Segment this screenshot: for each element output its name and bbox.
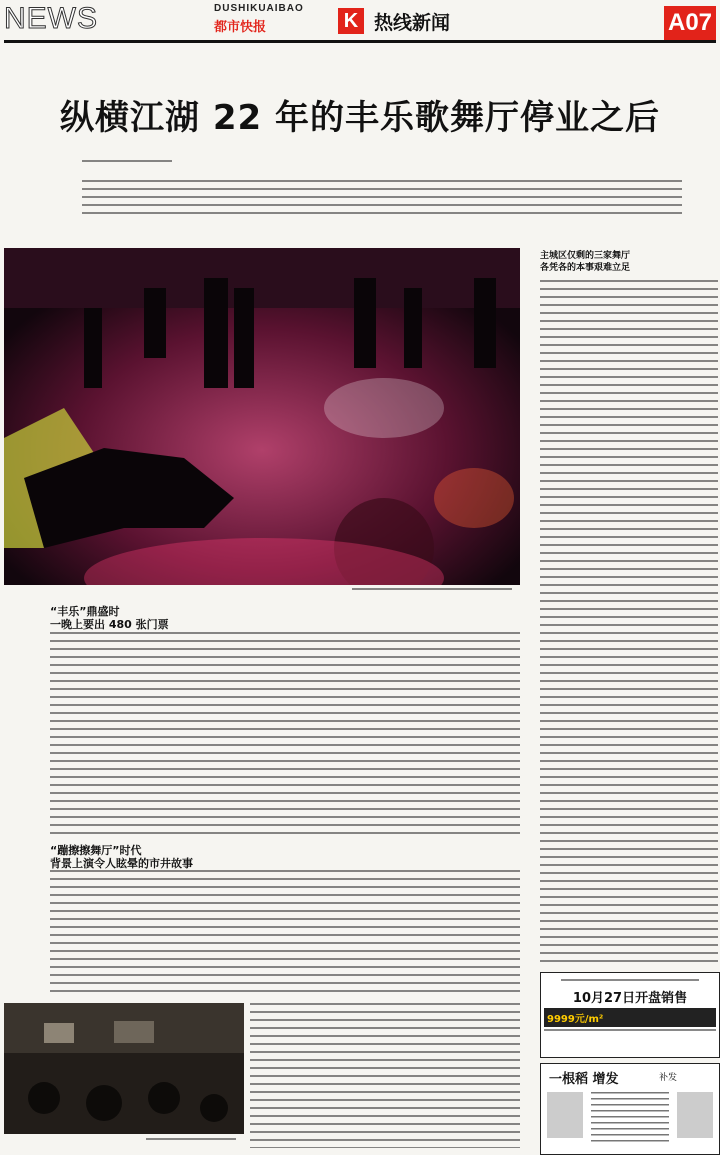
header-rule: [4, 40, 716, 43]
ad-price-bar: [544, 1008, 716, 1027]
sidebar-headline: [540, 250, 630, 274]
dance-hall-photo: [4, 248, 520, 585]
empty-hall-photo: [4, 1003, 244, 1134]
page-number: A07: [664, 6, 716, 40]
subhead-1-line1: “丰乐”鼎盛时: [50, 605, 120, 618]
byline: [82, 160, 172, 168]
service-advertisement: [540, 1063, 720, 1155]
section-2-body: [50, 870, 520, 998]
person-photo: [677, 1092, 713, 1138]
sidebar-headline-line2: 各凭各的本事艰难立足: [540, 263, 631, 273]
paper-name: 都市快报: [214, 20, 267, 35]
subhead-1-line2: 一晚上要出 480 张门票: [50, 618, 169, 631]
page-headline: 纵横江湖 22 年的丰乐歌舞厅停业之后: [60, 98, 660, 138]
k-logo-icon: K: [338, 8, 364, 34]
section-title: 热线新闻: [374, 12, 451, 34]
ad-title: 10月27日开盘销售: [572, 991, 688, 1006]
masthead-news-logo: NEWS: [4, 2, 98, 35]
subhead-1: [50, 605, 169, 631]
subhead-2-line1: “蹦擦擦舞厅”时代: [50, 844, 142, 857]
small-photo-caption: [146, 1138, 236, 1144]
property-advertisement: [540, 972, 720, 1058]
person-photo: [547, 1092, 583, 1138]
ad2-body-text: [591, 1092, 669, 1142]
article-intro: [82, 180, 682, 216]
ad-phone: [544, 1029, 716, 1037]
subhead-2: [50, 844, 193, 870]
ad-header: [561, 979, 699, 987]
section-2-continued: [250, 1003, 520, 1148]
dance-hall-illustration: [4, 248, 520, 585]
subhead-2-line2: 背景上演令人眩晕的市井故事: [50, 857, 193, 870]
ad2-brand: 一根稻 增发: [549, 1072, 619, 1087]
main-photo-caption: [352, 588, 512, 594]
paper-pinyin: DUSHIKUAIBAO: [214, 3, 304, 14]
sidebar-headline-line1: 主城区仅剩的三家舞厅: [540, 251, 631, 261]
sidebar-body: [540, 280, 718, 968]
empty-hall-illustration: [4, 1003, 244, 1134]
ad2-suffix: 补发: [659, 1073, 678, 1083]
ad-price: 9999元/m²: [547, 1014, 604, 1025]
section-1-body: [50, 632, 520, 837]
